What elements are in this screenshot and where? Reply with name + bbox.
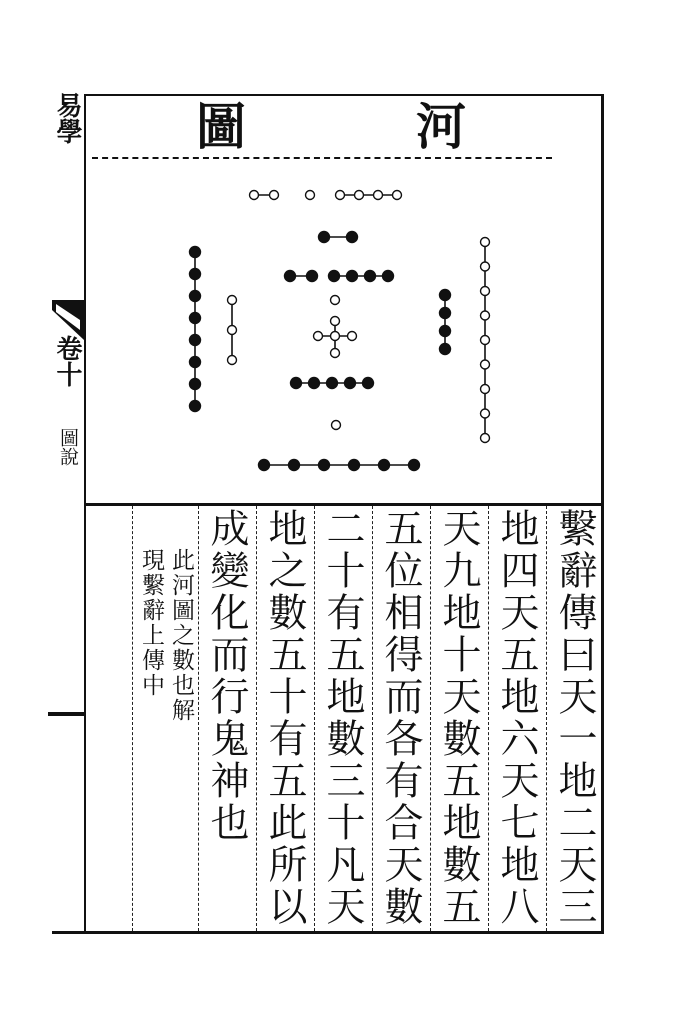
left-outer-black-dot: [190, 379, 201, 390]
text-column-6: 地之數五十有五此所以: [262, 508, 307, 928]
margin-section-label: 圖說: [57, 428, 79, 466]
margin-page-number: [48, 712, 84, 716]
right-inner-black-dot: [440, 308, 451, 319]
top-white-four-dot: [393, 191, 402, 200]
column-separator: [430, 506, 432, 931]
top-white-four-dot: [374, 191, 383, 200]
note-column-2: 現繫辭上傳中: [138, 548, 164, 698]
frame-right-border: [601, 94, 604, 934]
left-inner-white-dot: [228, 296, 237, 305]
top-white-pair-dot: [270, 191, 279, 200]
text-column-1: 繫辭傳曰天一地二天三: [552, 508, 597, 928]
top-white-four-dot: [336, 191, 345, 200]
left-outer-black-dot: [190, 357, 201, 368]
top-white-single-dot: [306, 191, 315, 200]
right-outer-white-dot: [481, 409, 490, 418]
left-outer-black-dot: [190, 313, 201, 324]
right-inner-black-dot: [440, 326, 451, 337]
left-outer-black-dot: [190, 291, 201, 302]
left-outer-black-dot: [190, 335, 201, 346]
left-outer-black-dot: [190, 401, 201, 412]
center-top-small-dot: [331, 296, 340, 305]
title-rule: [92, 157, 552, 159]
note-column-1: 此河圖之數也解: [168, 548, 194, 723]
bottom-black-six-dot: [409, 460, 420, 471]
inner-black-pair-dot: [285, 271, 296, 282]
right-outer-white-dot: [481, 262, 490, 271]
column-separator: [198, 506, 200, 931]
top-white-pair-dot: [250, 191, 259, 200]
center-dot: [331, 349, 340, 358]
right-inner-black-dot: [440, 290, 451, 301]
inner-black-four-dot: [329, 271, 340, 282]
top-white-four-dot: [355, 191, 364, 200]
column-separator: [314, 506, 316, 931]
bottom-black-six-dot: [349, 460, 360, 471]
inner-bottom-black-five-dot: [345, 378, 356, 389]
right-outer-white-dot: [481, 434, 490, 443]
center-dot: [331, 317, 340, 326]
column-separator: [488, 506, 490, 931]
title-char-right: 河: [416, 97, 466, 156]
hetu-diagram: [180, 170, 520, 490]
inner-black-pair-dot: [307, 271, 318, 282]
bottom-black-six-dot: [259, 460, 270, 471]
column-separator: [372, 506, 374, 931]
text-column-3: 天九地十天數五地數五: [436, 508, 481, 928]
inner-bottom-black-five-dot: [363, 378, 374, 389]
left-outer-black-dot: [190, 247, 201, 258]
margin-volume: 卷十: [52, 335, 82, 387]
inner-black-four-dot: [365, 271, 376, 282]
center-dot: [348, 332, 357, 341]
column-separator: [546, 506, 548, 931]
center-dot: [314, 332, 323, 341]
text-column-5: 二十有五地數三十凡天: [320, 508, 365, 928]
bottom-black-six-dot: [319, 460, 330, 471]
frame-bottom-border: [52, 931, 604, 934]
inner-black-four-dot: [347, 271, 358, 282]
column-separator: [256, 506, 258, 931]
text-column-2: 地四天五地六天七地八: [494, 508, 539, 928]
right-outer-white-dot: [481, 385, 490, 394]
fishtail-mark-icon: [52, 300, 84, 340]
center-dot: [331, 332, 340, 341]
margin-divider-line: [84, 94, 86, 934]
bottom-black-six-dot: [289, 460, 300, 471]
right-outer-white-dot: [481, 311, 490, 320]
margin-book-title: 易學: [52, 92, 82, 144]
text-column-7: 成變化而行鬼神也: [204, 508, 249, 844]
diagram-text-divider: [86, 503, 602, 506]
right-outer-white-dot: [481, 287, 490, 296]
right-outer-white-dot: [481, 238, 490, 247]
right-outer-white-dot: [481, 360, 490, 369]
right-inner-black-dot: [440, 344, 451, 355]
inner-black-four-dot: [383, 271, 394, 282]
bottom-black-six-dot: [379, 460, 390, 471]
column-separator: [132, 506, 134, 931]
frame-top-border: [86, 94, 602, 96]
left-inner-white-dot: [228, 326, 237, 335]
left-inner-white-dot: [228, 356, 237, 365]
title-char-left: 圖: [196, 97, 246, 156]
inner-bottom-black-five-dot: [309, 378, 320, 389]
left-outer-black-dot: [190, 269, 201, 280]
inner-top-black-pair-dot: [319, 232, 330, 243]
inner-bottom-black-five-dot: [291, 378, 302, 389]
inner-bottom-black-five-dot: [327, 378, 338, 389]
inner-bottom-white-dot: [332, 421, 341, 430]
right-outer-white-dot: [481, 336, 490, 345]
inner-top-black-pair-dot: [347, 232, 358, 243]
text-column-4: 五位相得而各有合天數: [378, 508, 423, 928]
